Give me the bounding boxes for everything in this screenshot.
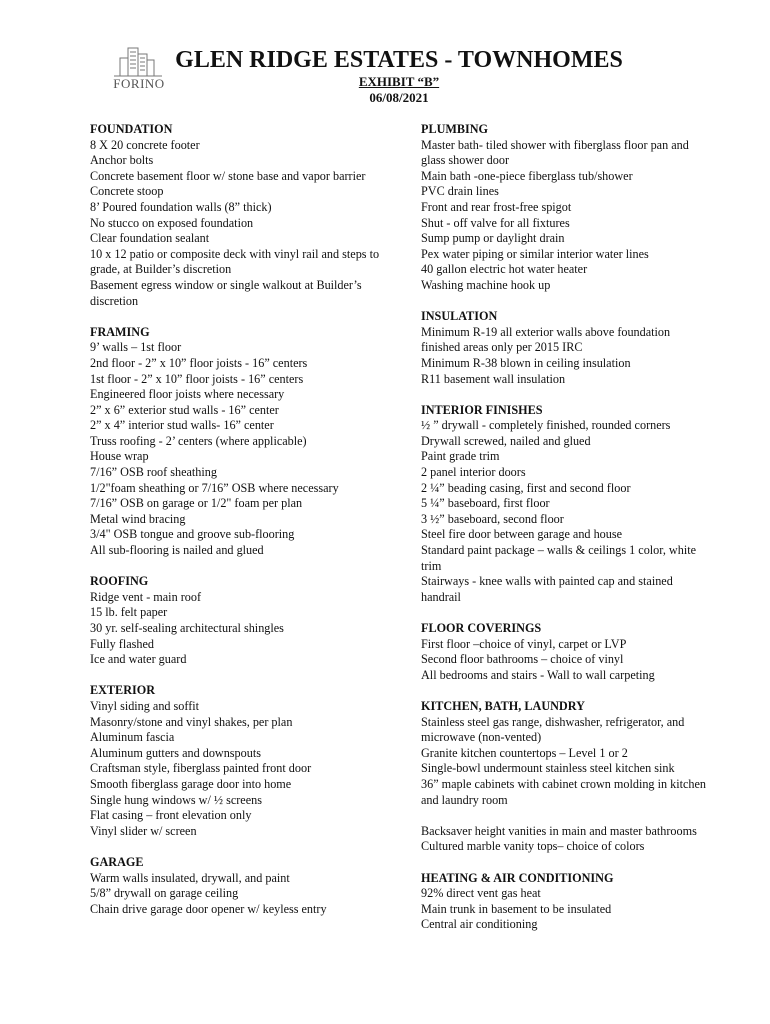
spec-item: Fully flashed bbox=[90, 636, 154, 651]
spec-item: Main bath -one-piece fiberglass tub/shower bbox=[421, 168, 633, 183]
document-header bbox=[0, 46, 770, 106]
spec-item: First floor –choice of vinyl, carpet or LVP bbox=[421, 636, 627, 651]
spec-item: Master bath- tiled shower with fiberglass floor pan and glass shower door bbox=[421, 137, 689, 168]
spec-item: 40 gallon electric hot water heater bbox=[421, 262, 588, 277]
spec-item: Backsaver height vanities in main and master bathrooms bbox=[421, 823, 697, 838]
spec-item: Sump pump or daylight drain bbox=[421, 231, 565, 246]
section-kitchen-bath-laundry bbox=[421, 699, 711, 855]
spec-item: Steel fire door between garage and house bbox=[421, 527, 623, 542]
spec-item: ½ ” drywall - completely finished, rounded corners bbox=[421, 418, 671, 433]
spec-item: PVC drain lines bbox=[421, 184, 499, 199]
spec-item: Pex water piping or similar interior water lines bbox=[421, 246, 649, 261]
section-title: EXTERIOR bbox=[90, 683, 156, 698]
spec-item: 2” x 4” interior stud walls- 16” center bbox=[90, 418, 274, 433]
spec-item: Central air conditioning bbox=[421, 917, 538, 932]
spec-item: 8 X 20 concrete footer bbox=[90, 137, 200, 152]
spec-item: Granite kitchen countertops – Level 1 or 2 bbox=[421, 745, 628, 760]
section-title: FRAMING bbox=[90, 324, 150, 339]
spec-item: Craftsman style, fiberglass painted front door bbox=[90, 761, 312, 776]
section-title: FLOOR COVERINGS bbox=[421, 621, 542, 635]
document-date: 06/08/2021 bbox=[369, 90, 429, 105]
section-roofing bbox=[90, 574, 390, 668]
section-heating-air-conditioning bbox=[421, 871, 711, 933]
spec-item: Concrete basement floor w/ stone base and vapor barrier bbox=[90, 168, 366, 183]
spec-item: 5 ¼” baseboard, first floor bbox=[421, 496, 550, 511]
section-title: GARAGE bbox=[90, 854, 144, 869]
spec-item: Single-bowl undermount stainless steel kitchen sink bbox=[421, 761, 675, 776]
spec-item: 9’ walls – 1st floor bbox=[90, 340, 182, 355]
spec-item: Stainless steel gas range, dishwasher, refrigerator, and microwave (non-vented) bbox=[421, 714, 685, 745]
spec-item: Washing machine hook up bbox=[421, 277, 551, 292]
section-foundation bbox=[90, 122, 390, 309]
spec-item: Minimum R-38 blown in ceiling insulation bbox=[421, 355, 631, 370]
section-title: ROOFING bbox=[90, 574, 149, 589]
spec-item: 7/16” OSB on garage or 1/2" foam per plan bbox=[90, 496, 303, 511]
spec-item: Cultured marble vanity tops– choice of colors bbox=[421, 839, 645, 854]
spec-item: 36” maple cabinets with cabinet crown molding in kitchen and laundry room bbox=[421, 776, 706, 807]
spec-item: 30 yr. self-sealing architectural shingles bbox=[90, 621, 284, 635]
spec-item: Ridge vent - main roof bbox=[90, 589, 202, 604]
section-title: INSULATION bbox=[421, 309, 498, 324]
spec-item: Paint grade trim bbox=[421, 449, 500, 464]
spec-item: Drywall screwed, nailed and glued bbox=[421, 433, 591, 448]
section-exterior bbox=[90, 683, 390, 839]
spec-item: Vinyl slider w/ screen bbox=[90, 823, 197, 838]
section-insulation bbox=[421, 309, 711, 387]
spec-item: House wrap bbox=[90, 449, 149, 464]
spec-item: 3/4" OSB tongue and groove sub-flooring bbox=[90, 527, 295, 542]
spec-item: Warm walls insulated, drywall, and paint bbox=[90, 870, 290, 885]
spec-item: 2nd floor - 2” x 10” floor joists - 16” centers bbox=[90, 355, 308, 370]
logo-wordmark: FORINO bbox=[113, 76, 165, 91]
section-garage bbox=[90, 855, 390, 917]
document-title: GLEN RIDGE ESTATES - TOWNHOMES bbox=[175, 47, 623, 73]
spec-item: Aluminum gutters and downspouts bbox=[90, 745, 261, 760]
spec-item: R11 basement wall insulation bbox=[421, 371, 566, 386]
left-column bbox=[90, 122, 390, 933]
spec-item: Concrete stoop bbox=[90, 184, 164, 199]
spec-item: 1/2"foam sheathing or 7/16” OSB where necessary bbox=[90, 480, 339, 495]
spec-item: No stucco on exposed foundation bbox=[90, 215, 254, 230]
spec-item: Stairways - knee walls with painted cap and stained handrail bbox=[421, 574, 673, 604]
spec-item: Metal wind bracing bbox=[90, 511, 186, 526]
spec-item: Anchor bolts bbox=[90, 153, 154, 168]
section-title: HEATING & AIR CONDITIONING bbox=[421, 870, 614, 885]
section-title: PLUMBING bbox=[421, 122, 489, 136]
spacer bbox=[421, 808, 711, 824]
spec-item: 8’ Poured foundation walls (8” thick) bbox=[90, 199, 272, 214]
exhibit-label: EXHIBIT “B” bbox=[358, 74, 440, 89]
right-column bbox=[421, 122, 711, 948]
spec-item: Flat casing – front elevation only bbox=[90, 808, 252, 823]
spec-item: 15 lb. felt paper bbox=[90, 605, 168, 620]
spec-item: All sub-flooring is nailed and glued bbox=[90, 543, 264, 558]
spec-item: Clear foundation sealant bbox=[90, 231, 210, 246]
spec-item: 7/16” OSB roof sheathing bbox=[90, 465, 217, 480]
spec-item: 3 ½” baseboard, second floor bbox=[421, 511, 564, 526]
section-floor-coverings bbox=[421, 621, 711, 683]
spec-item: 2 panel interior doors bbox=[421, 465, 526, 480]
section-title: KITCHEN, BATH, LAUNDRY bbox=[421, 698, 585, 713]
spec-item: Engineered floor joists where necessary bbox=[90, 387, 285, 402]
spec-item: Single hung windows w/ ½ screens bbox=[90, 792, 262, 807]
spec-item: Standard paint package – walls & ceilings 1 color, white trim bbox=[421, 543, 697, 573]
spec-item: Main trunk in basement to be insulated bbox=[421, 901, 612, 916]
spec-item: 92% direct vent gas heat bbox=[421, 886, 541, 901]
spec-item: 2 ¼” beading casing, first and second floor bbox=[421, 480, 631, 495]
spec-item: Second floor bathrooms – choice of vinyl bbox=[421, 652, 624, 667]
section-interior-finishes bbox=[421, 403, 711, 606]
spec-item: Ice and water guard bbox=[90, 652, 187, 667]
spec-item: Minimum R-19 all exterior walls above foundation finished areas only per 2015 IRC bbox=[421, 324, 671, 355]
spec-item: 5/8” drywall on garage ceiling bbox=[90, 886, 239, 901]
spec-item: Shut - off valve for all fixtures bbox=[421, 215, 570, 230]
spec-item: Basement egress window or single walkout at Builder’s discretion bbox=[90, 277, 362, 308]
spec-item: All bedrooms and stairs - Wall to wall carpeting bbox=[421, 667, 655, 682]
section-title: INTERIOR FINISHES bbox=[421, 402, 543, 417]
spec-item: 1st floor - 2” x 10” floor joists - 16” centers bbox=[90, 371, 304, 386]
spec-item: Masonry/stone and vinyl shakes, per plan bbox=[90, 714, 293, 729]
section-plumbing bbox=[421, 122, 711, 294]
spec-item: Vinyl siding and soffit bbox=[90, 698, 200, 713]
spec-item: 10 x 12 patio or composite deck with vinyl rail and steps to grade, at Builder’s discretion bbox=[90, 246, 380, 277]
spec-item: 2” x 6” exterior stud walls - 16” center bbox=[90, 402, 279, 417]
spec-item: Front and rear frost-free spigot bbox=[421, 199, 572, 214]
spec-item: Smooth fiberglass garage door into home bbox=[90, 776, 292, 791]
spec-item: Chain drive garage door opener w/ keyless entry bbox=[90, 901, 327, 916]
spec-item: Aluminum fascia bbox=[90, 730, 175, 745]
spec-item: Truss roofing - 2’ centers (where applicable) bbox=[90, 433, 307, 448]
section-title: FOUNDATION bbox=[90, 122, 173, 136]
section-framing bbox=[90, 325, 390, 559]
